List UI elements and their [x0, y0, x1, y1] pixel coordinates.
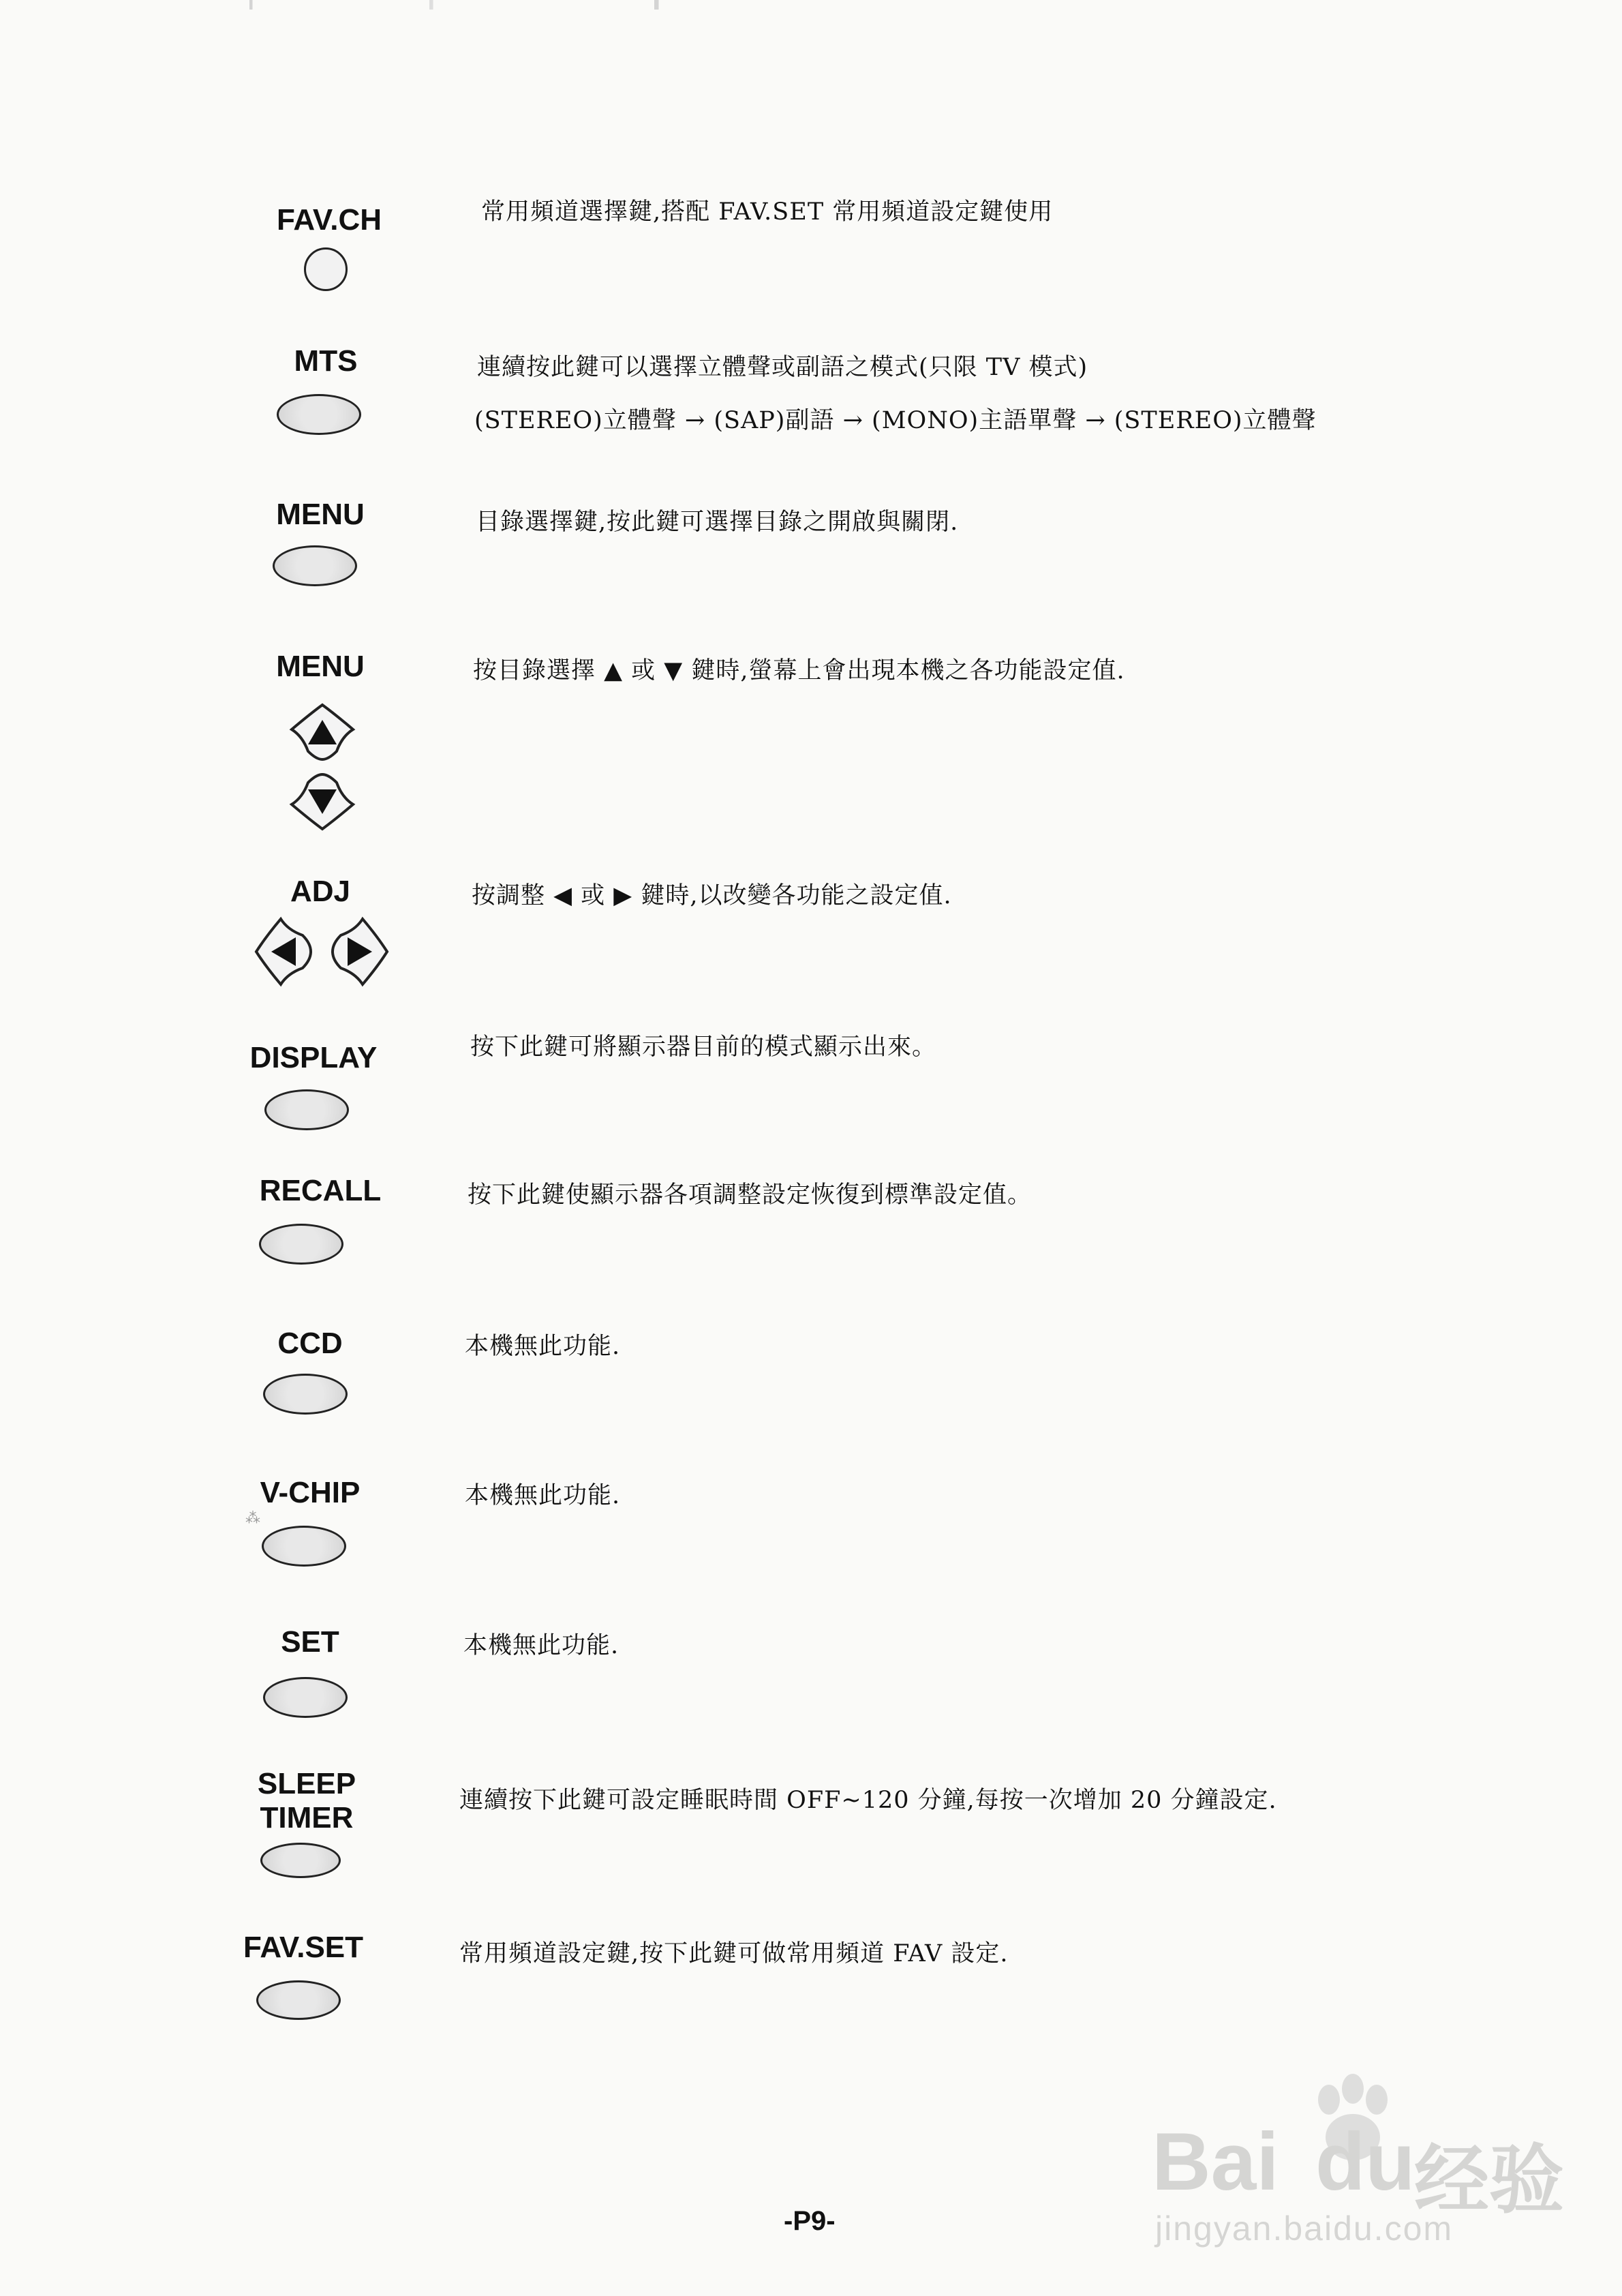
set-label: SET: [281, 1625, 339, 1659]
v-chip-description: 本機無此功能.: [465, 1482, 621, 1509]
fav-ch-label: FAV.CH: [276, 203, 382, 237]
display-description: 按下此鍵可將顯示器目前的模式顯示出來。: [470, 1033, 937, 1061]
adj-right-button[interactable]: [328, 915, 390, 988]
menu-nav-label: MENU: [276, 650, 365, 683]
v-chip-label: V-CHIP: [260, 1476, 361, 1509]
ccd-label: CCD: [277, 1327, 343, 1360]
v-chip-button[interactable]: [262, 1526, 346, 1567]
adj-left-button[interactable]: [254, 915, 315, 988]
sleep-timer-description: 連續按下此鍵可設定睡眠時間 OFF~120 分鐘,每按一次增加 20 分鐘設定.: [459, 1787, 1277, 1814]
watermark-cn: 经验: [1414, 2136, 1564, 2224]
display-button[interactable]: [264, 1089, 349, 1130]
fav-ch-description: 常用頻道選擇鍵,搭配 FAV.SET 常用頻道設定鍵使用: [481, 198, 1054, 226]
menu-nav-description: 按目錄選擇 ▲ 或 ▼ 鍵時,螢幕上會出現本機之各功能設定值.: [473, 657, 1125, 684]
watermark-brand: Bai: [1152, 2116, 1279, 2207]
fav-ch-button[interactable]: [304, 247, 348, 291]
scan-artifact: [204, 0, 954, 10]
display-label: DISPLAY: [249, 1041, 378, 1074]
recall-label: RECALL: [259, 1174, 382, 1207]
menu-description: 目錄選擇鍵,按此鍵可選擇目錄之開啟與關閉.: [476, 509, 959, 536]
mts-description: 連續按此鍵可以選擇立體聲或副語之模式(只限 TV 模式): [477, 354, 1088, 381]
set-description: 本機無此功能.: [463, 1632, 619, 1659]
watermark-brand-du: du: [1315, 2116, 1416, 2207]
fav-set-description: 常用頻道設定鍵,按下此鍵可做常用頻道 FAV 設定.: [459, 1940, 1009, 1967]
fav-set-button[interactable]: [256, 1980, 341, 2020]
menu-label: MENU: [276, 498, 365, 531]
recall-button[interactable]: [259, 1224, 343, 1265]
adj-label: ADJ: [290, 875, 351, 908]
menu-button[interactable]: [273, 545, 357, 586]
mts-label: MTS: [294, 344, 358, 378]
scan-scribble: ⁂: [245, 1510, 260, 1527]
adj-description: 按調整 ◀ 或 ▶ 鍵時,以改變各功能之設定值.: [472, 882, 952, 909]
set-button[interactable]: [263, 1677, 348, 1718]
menu-down-button[interactable]: [286, 772, 358, 832]
sleep-timer-label: SLEEP TIMER: [257, 1767, 356, 1834]
sleep-timer-button[interactable]: [260, 1843, 341, 1878]
fav-set-label: FAV.SET: [243, 1931, 364, 1964]
mts-description-sequence: (STEREO)立體聲 → (SAP)副語 → (MONO)主語單聲 → (STEREO)立體聲: [474, 407, 1317, 434]
mts-button[interactable]: [277, 394, 361, 435]
watermark-url: jingyan.baidu.com: [1155, 2209, 1454, 2248]
baidu-watermark: [1152, 2072, 1574, 2250]
ccd-description: 本機無此功能.: [465, 1333, 621, 1360]
menu-up-button[interactable]: [286, 702, 358, 762]
page-number: -P9-: [784, 2206, 836, 2236]
recall-description: 按下此鍵使顯示器各項調整設定恢復到標準設定值。: [468, 1181, 1032, 1209]
ccd-button[interactable]: [263, 1374, 348, 1415]
